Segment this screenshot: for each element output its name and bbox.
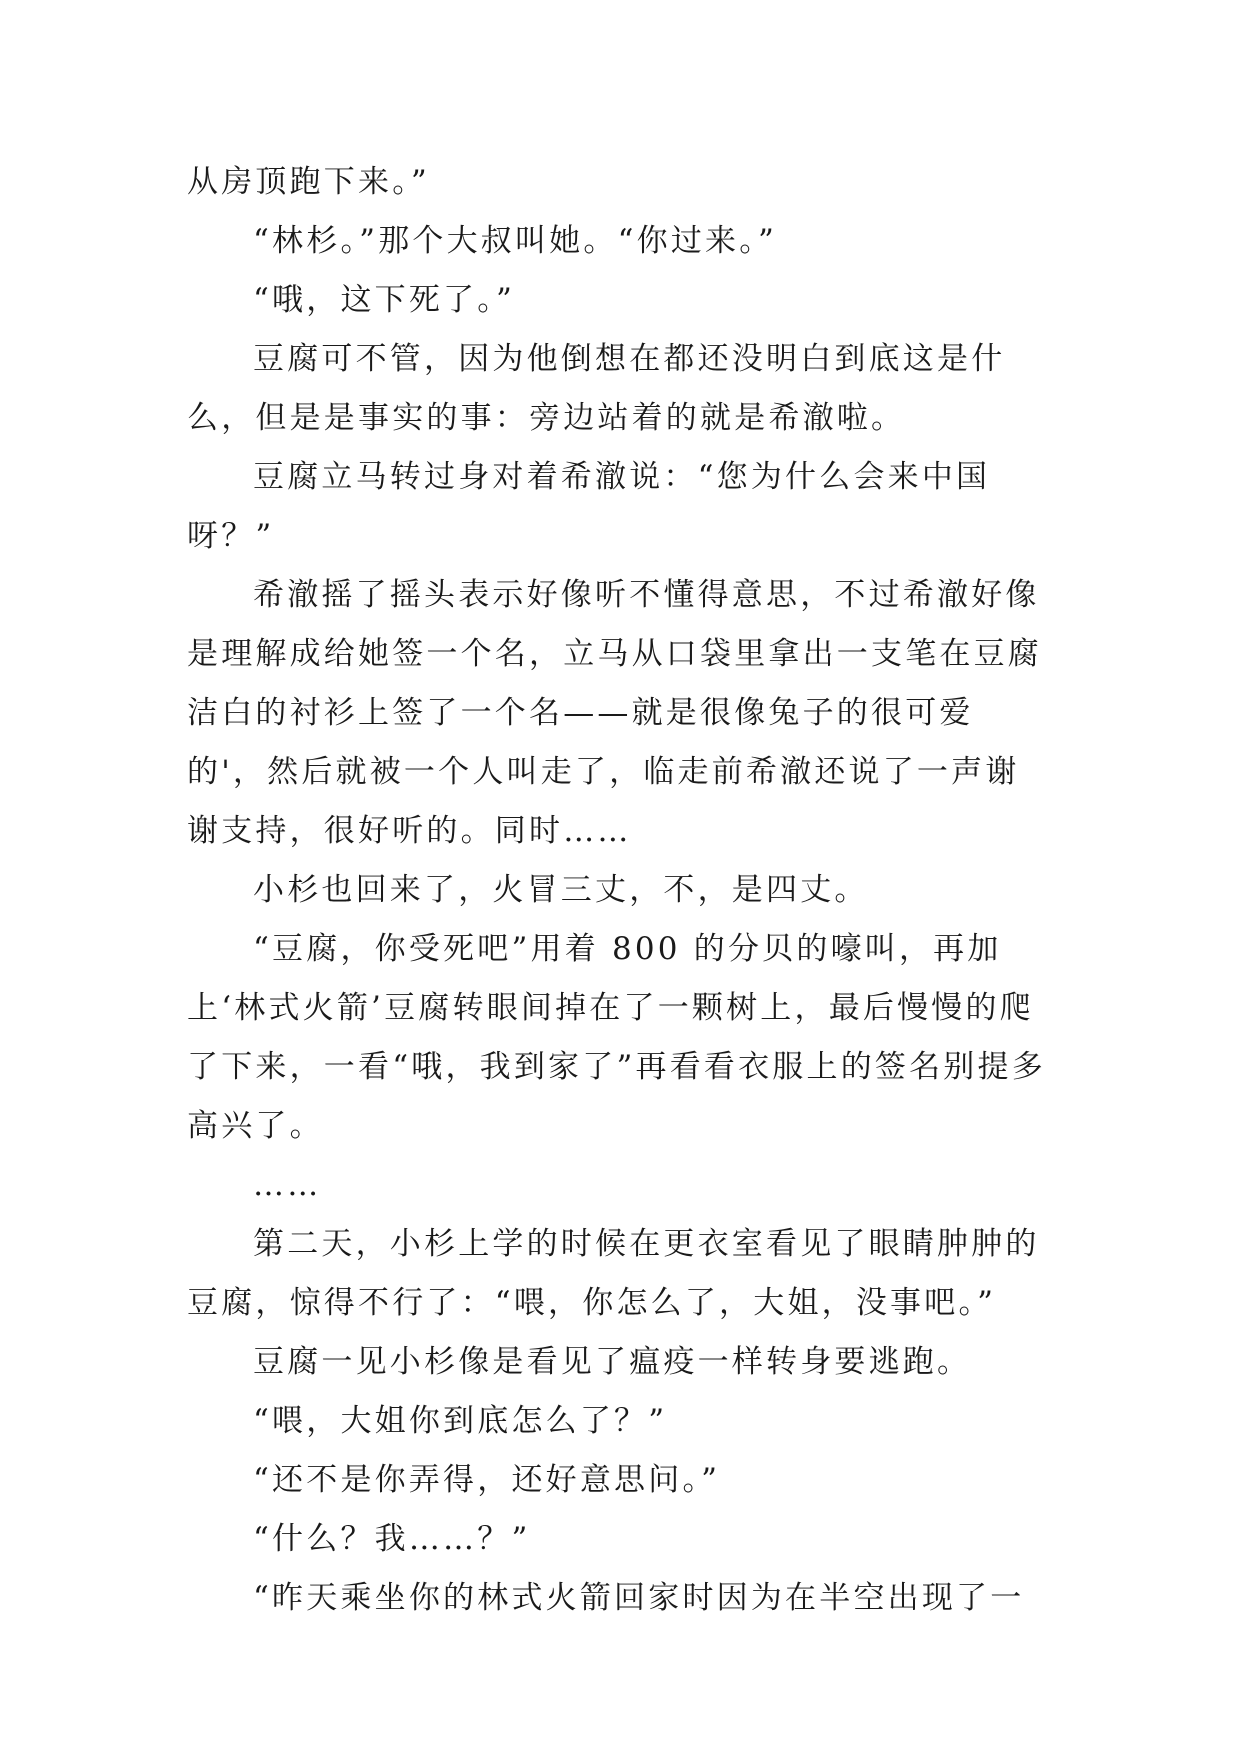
paragraph: 希澈摇了摇头表示好像听不懂得意思，不过希澈好像是理解成给她签一个名，立马从口袋里拿出一支笔在豆腐洁白的衬衫上签了一个名——就是很像兔子的很可爱的'，然后就被一个人叫走了，临走前希澈还说了一声谢谢支持，很好听的。同时…… [187,577,1042,849]
paragraph: “豆腐，你受死吧”用着 800 的分贝的嚎叫，再加上‘林式火箭’豆腐转眼间掉在了一颗树上，最后慢慢的爬了下来，一看“哦，我到家了”再看看衣服上的签名别提多高兴了。 [187,931,1046,1144]
paragraph: 从房顶跑下来。” [187,164,430,200]
paragraph: “什么？我……？” [253,1521,531,1557]
paragraph: “昨天乘坐你的林式火箭回家时因为在半空出现了一 [253,1580,1025,1616]
paragraph: 豆腐可不管，因为他倒想在都还没明白到底这是什么，但是是事实的事：旁边站着的就是希澈啦。 [187,341,1006,436]
paragraph: 豆腐立马转过身对着希澈说：“您为什么会来中国呀？” [187,459,991,554]
paragraph: “还不是你弄得，还好意思问。” [253,1462,721,1498]
paragraph: 第二天，小杉上学的时候在更衣室看见了眼睛肿肿的豆腐，惊得不行了：“喂，你怎么了，大姐，没事吧。” [187,1226,1040,1321]
paragraph: “林杉。”那个大叔叫她。“你过来。” [253,223,777,259]
story-text-block [187,153,1047,1628]
ellipsis-paragraph: …… [253,1167,322,1203]
paragraph: 小杉也回来了，火冒三丈，不，是四丈。 [253,872,869,908]
paragraph: “哦，这下死了。” [253,282,515,318]
paragraph: 豆腐一见小杉像是看见了瘟疫一样转身要逃跑。 [253,1344,972,1380]
paragraph: “喂，大姐你到底怎么了？” [253,1403,668,1439]
